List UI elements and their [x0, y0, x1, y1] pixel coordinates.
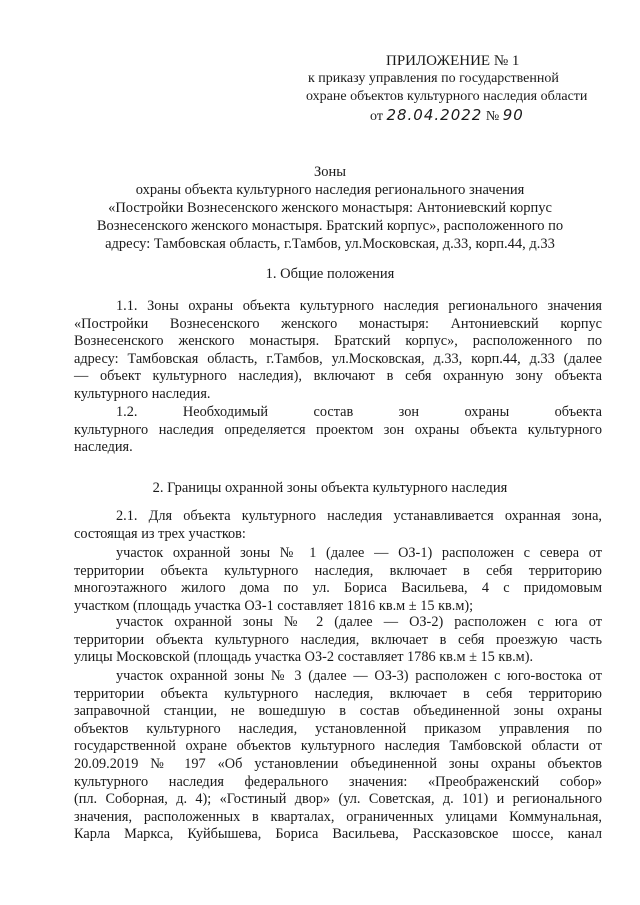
number-prefix: №	[485, 109, 500, 124]
appendix-line-1: к приказу управления по государственной	[308, 71, 559, 86]
handwritten-number: 90	[502, 106, 524, 124]
title-line-1: Зоны	[313, 164, 347, 180]
text-line: состоящая из трех участков:	[74, 525, 246, 542]
text-line: культурного наследия.	[74, 385, 211, 402]
section-1-paragraph-1	[74, 298, 602, 404]
text-line: 20.09.2019 № 197 «Об установлении объединенной зоны охраны объектов	[74, 755, 602, 772]
section-2-paragraph-1	[74, 508, 602, 543]
title-line-2: охраны объекта культурного наследия регионального значения	[135, 182, 525, 198]
appendix-header	[300, 52, 610, 126]
text-line: наследия.	[74, 439, 133, 456]
text-line: адресу: Тамбовская область, г.Тамбов, ул.Московская, д.33, корп.44, д.33 (далее	[74, 350, 602, 367]
document-title	[60, 163, 600, 253]
text-line: культурного наследия определяется проектом зон охраны объекта культурного	[74, 421, 602, 438]
text-line: участок охранной зоны № 3 (далее — ОЗ-3) расположен с юго-востока от	[116, 668, 602, 684]
text-line: значения, расположенных в кварталах, ограниченных улицами Коммунальная,	[74, 808, 602, 825]
appendix-title: ПРИЛОЖЕНИЕ № 1	[386, 53, 520, 69]
date-prefix: от	[370, 109, 383, 124]
section-2-paragraph-3	[74, 614, 602, 667]
section-1-paragraph-2	[74, 404, 602, 457]
text-line: 1.1. Зоны охраны объекта культурного наследия регионального значения	[116, 298, 602, 314]
text-line: — объект культурного наследия), включают в себя охранную зону объекта	[74, 368, 602, 385]
text-line: участок охранной зоны № 1 (далее — ОЗ-1) расположен с севера от	[116, 545, 602, 561]
text-line: Карла Маркса, Куйбышева, Бориса Васильева, Рассказовское шоссе, канал	[74, 826, 602, 843]
text-line: улицы Московской (площадь участка ОЗ-2 составляет 1786 кв.м ± 15 кв.м).	[74, 649, 534, 666]
title-line-5: адресу: Тамбовская область, г.Тамбов, ул.Московская, д.33, корп.44, д.33	[105, 236, 555, 252]
section-2-paragraph-4	[74, 668, 602, 844]
section-2-heading: 2. Границы охранной зоны объекта культурного наследия	[152, 480, 508, 496]
text-line: культурного наследия федерального значения: «Преображенский собор»	[74, 773, 602, 790]
section-1-heading: 1. Общие положения	[265, 266, 395, 282]
section-2-paragraph-2	[74, 545, 602, 615]
text-line: территории объекта культурного наследия, включает в себя территорию	[74, 685, 602, 702]
text-line: 2.1. Для объекта культурного наследия устанавливается охранная зона,	[116, 508, 602, 524]
text-line: 1.2. Необходимый состав зон охраны объекта	[116, 404, 602, 420]
appendix-date-line	[300, 106, 610, 126]
text-line: территории объекта культурного наследия, включает в себя проезжую часть	[74, 631, 602, 648]
text-line: участком (площадь участка ОЗ-1 составляет 1816 кв.м ± 15 кв.м);	[74, 597, 474, 614]
text-line: территории объекта культурного наследия, включает в себя территорию	[74, 562, 602, 579]
handwritten-date: 28.04.2022	[386, 106, 483, 124]
text-line: многоэтажного жилого дома по ул. Бориса Васильева, 4 с придомовым	[74, 580, 602, 597]
text-line: (пл. Соборная, д. 4); «Гостиный двор» (ул. Советская, д. 101) и регионального	[74, 791, 602, 808]
text-line: участок охранной зоны № 2 (далее — ОЗ-2) расположен с юга от	[116, 614, 602, 630]
title-line-3: «Постройки Вознесенского женского монастыря: Антониевский корпус	[108, 200, 552, 216]
text-line: заправочной станции, не вошедшую в состав объединенной зоны охраны	[74, 703, 602, 720]
text-line: «Постройки Вознесенского женского монастыря: Антониевский корпус	[74, 315, 602, 332]
text-line: государственной охране объектов культурного наследия Тамбовской области от	[74, 738, 602, 755]
text-line: объектов культурного наследия, установленной приказом управления по	[74, 720, 602, 737]
title-line-4: Вознесенского женского монастыря. Братский корпус», расположенного по	[96, 218, 564, 234]
appendix-line-2: охране объектов культурного наследия области	[306, 89, 588, 104]
text-line: Вознесенского женского монастыря. Братский корпус», расположенного по	[74, 333, 602, 350]
